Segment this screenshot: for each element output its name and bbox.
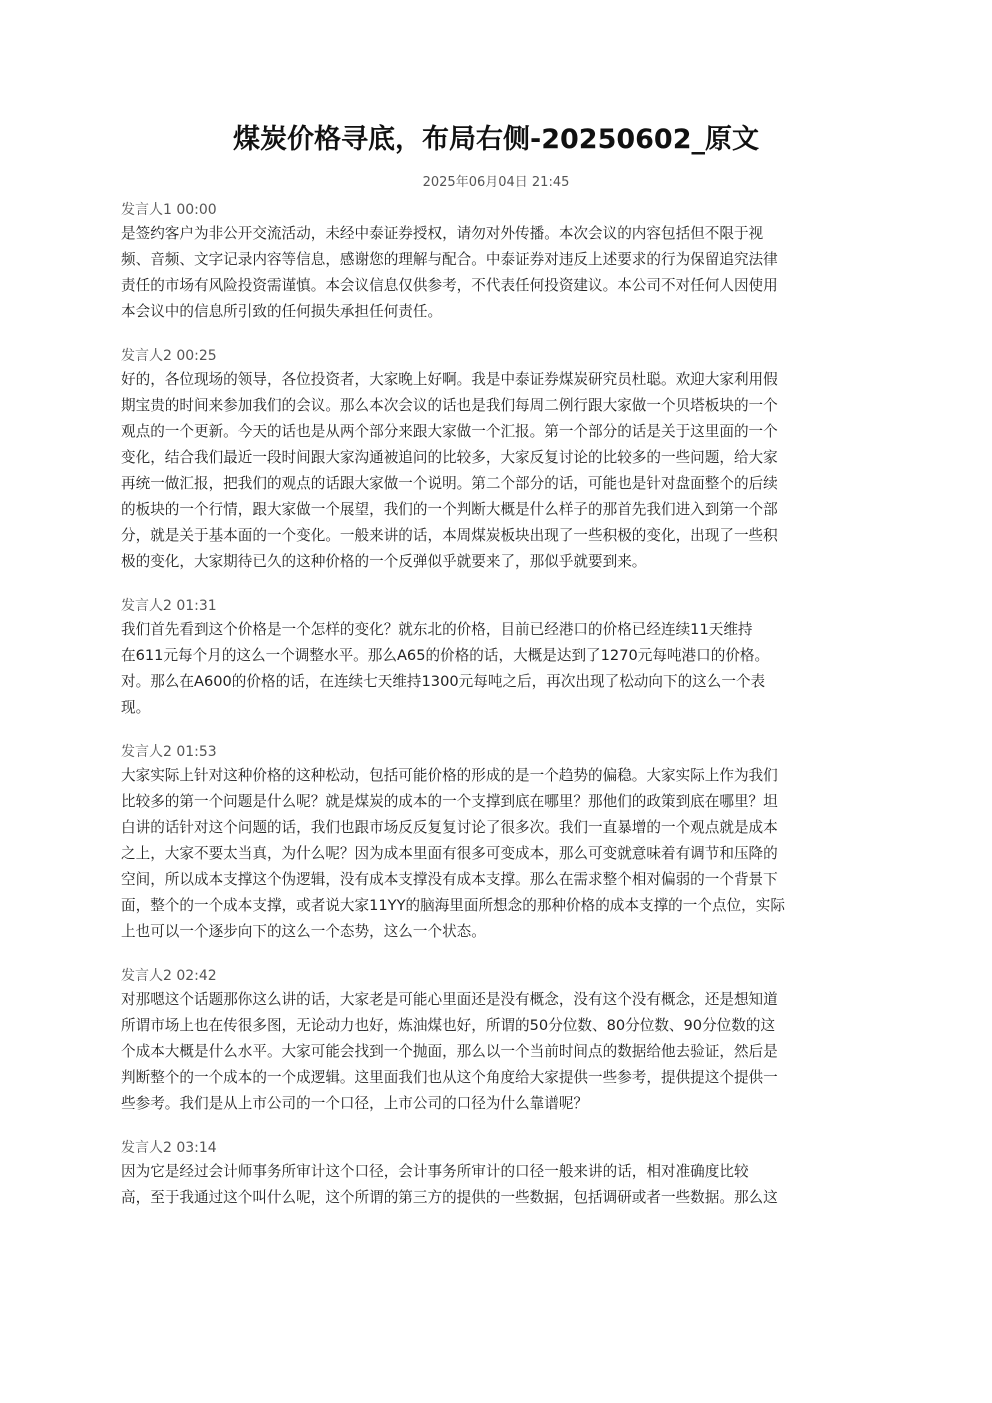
transcript-paragraph xyxy=(121,763,876,945)
paragraph-line: 分，就是关于基本面的一个变化。一般来讲的话，本周煤炭板块出现了一些积极的变化，出现了一些积 xyxy=(121,527,778,544)
paragraph-line: 责任的市场有风险投资需谨慎。本会议信息仅供参考，不代表任何投资建议。本公司不对任何人因使用 xyxy=(121,277,778,294)
transcript-section xyxy=(121,595,876,721)
transcript-section xyxy=(121,741,876,945)
paragraph-line: 些参考。我们是从上市公司的一个口径，上市公司的口径为什么靠谱呢？ xyxy=(121,1095,589,1112)
paragraph-line: 极的变化，大家期待已久的这种价格的一个反弹似乎就要来了，那似乎就要到来。 xyxy=(121,553,647,570)
transcript-body xyxy=(121,199,876,1231)
transcript-paragraph xyxy=(121,987,876,1117)
paragraph-line: 现。 xyxy=(121,699,151,716)
paragraph-line: 大家实际上针对这种价格的这种松动，包括可能价格的形成的是一个趋势的偏稳。大家实际上作为我们 xyxy=(121,767,778,784)
paragraph-line: 再统一做汇报，把我们的观点的话跟大家做一个说明。第二个部分的话，可能也是针对盘面整个的后续 xyxy=(121,475,778,492)
paragraph-line: 所谓市场上也在传很多图，无论动力也好，炼油煤也好，所谓的50分位数、80分位数、90分位数的这 xyxy=(121,1017,776,1034)
paragraph-line: 的板块的一个行情，跟大家做一个展望，我们的一个判断大概是什么样子的那首先我们进入到第一个部 xyxy=(121,501,778,518)
paragraph-line: 变化，结合我们最近一段时间跟大家沟通被追问的比较多，大家反复讨论的比较多的一些问题，给大家 xyxy=(121,449,778,466)
paragraph-line: 观点的一个更新。今天的话也是从两个部分来跟大家做一个汇报。第一个部分的话是关于这里面的一个 xyxy=(121,423,778,440)
paragraph-line: 期宝贵的时间来参加我们的会议。那么本次会议的话也是我们每周二例行跟大家做一个贝塔板块的一个 xyxy=(121,397,778,414)
paragraph-line: 本会议中的信息所引致的任何损失承担任何责任。 xyxy=(121,303,443,320)
transcript-section xyxy=(121,1137,876,1211)
paragraph-line: 个成本大概是什么水平。大家可能会找到一个抛面，那么以一个当前时间点的数据给他去验证，然后是 xyxy=(121,1043,778,1060)
paragraph-line: 高，至于我通过这个叫什么呢，这个所谓的第三方的提供的一些数据，包括调研或者一些数据。那么这 xyxy=(121,1189,778,1206)
paragraph-line: 面，整个的一个成本支撑，或者说大家11YY的脑海里面所想念的那种价格的成本支撑的一个点位，实际 xyxy=(121,897,785,914)
transcript-paragraph xyxy=(121,367,876,575)
transcript-paragraph xyxy=(121,1159,876,1211)
speaker-timestamp: 发言人2 02:42 xyxy=(121,968,217,984)
transcript-paragraph xyxy=(121,617,876,721)
paragraph-line: 对那嗯这个话题那你这么讲的话，大家老是可能心里面还是没有概念，没有这个没有概念，还是想知道 xyxy=(121,991,778,1008)
paragraph-line: 空间，所以成本支撑这个伪逻辑，没有成本支撑没有成本支撑。那么在需求整个相对偏弱的一个背景下 xyxy=(121,871,778,888)
paragraph-line: 之上，大家不要太当真，为什么呢？因为成本里面有很多可变成本，那么可变就意味着有调节和压降的 xyxy=(121,845,778,862)
paragraph-line: 好的，各位现场的领导，各位投资者，大家晚上好啊。我是中泰证券煤炭研究员杜聪。欢迎大家利用假 xyxy=(121,371,778,388)
paragraph-line: 上也可以一个逐步向下的这么一个态势，这么一个状态。 xyxy=(121,923,486,940)
paragraph-line: 因为它是经过会计师事务所审计这个口径，会计事务所审计的口径一般来讲的话，相对准确度比较 xyxy=(121,1163,749,1180)
paragraph-line: 频、音频、文字记录内容等信息，感谢您的理解与配合。中泰证券对违反上述要求的行为保留追究法律 xyxy=(121,251,778,268)
speaker-timestamp: 发言人1 00:00 xyxy=(121,202,217,218)
speaker-timestamp: 发言人2 03:14 xyxy=(121,1140,217,1156)
paragraph-line: 是签约客户为非公开交流活动，未经中泰证券授权，请勿对外传播。本次会议的内容包括但不限于视 xyxy=(121,225,764,242)
document-title: 煤炭价格寻底，布局右侧-20250602_原文 xyxy=(233,124,759,155)
transcript-section xyxy=(121,345,876,575)
paragraph-line: 白讲的话针对这个问题的话，我们也跟市场反反复复讨论了很多次。我们一直暴增的一个观点就是成本 xyxy=(121,819,778,836)
paragraph-line: 判断整个的一个成本的一个成逻辑。这里面我们也从这个角度给大家提供一些参考，提供提这个提供一 xyxy=(121,1069,778,1086)
paragraph-line: 比较多的第一个问题是什么呢？就是煤炭的成本的一个支撑到底在哪里？那他们的政策到底在哪里？坦 xyxy=(121,793,778,810)
speaker-timestamp: 发言人2 01:31 xyxy=(121,598,217,614)
paragraph-line: 对。那么在A600的价格的话，在连续七天维持1300元每吨之后，再次出现了松动向下的这么一个表 xyxy=(121,673,766,690)
paragraph-line: 在611元每个月的这么一个调整水平。那么A65的价格的话，大概是达到了1270元每吨港口的价格。 xyxy=(121,647,770,664)
speaker-timestamp: 发言人2 00:25 xyxy=(121,348,217,364)
transcript-paragraph xyxy=(121,221,876,325)
document-date: 2025年06月04日 21:45 xyxy=(422,175,570,190)
speaker-timestamp: 发言人2 01:53 xyxy=(121,744,217,760)
transcript-section xyxy=(121,965,876,1117)
paragraph-line: 我们首先看到这个价格是一个怎样的变化？就东北的价格，目前已经港口的价格已经连续11天维持 xyxy=(121,621,753,638)
transcript-section xyxy=(121,199,876,325)
